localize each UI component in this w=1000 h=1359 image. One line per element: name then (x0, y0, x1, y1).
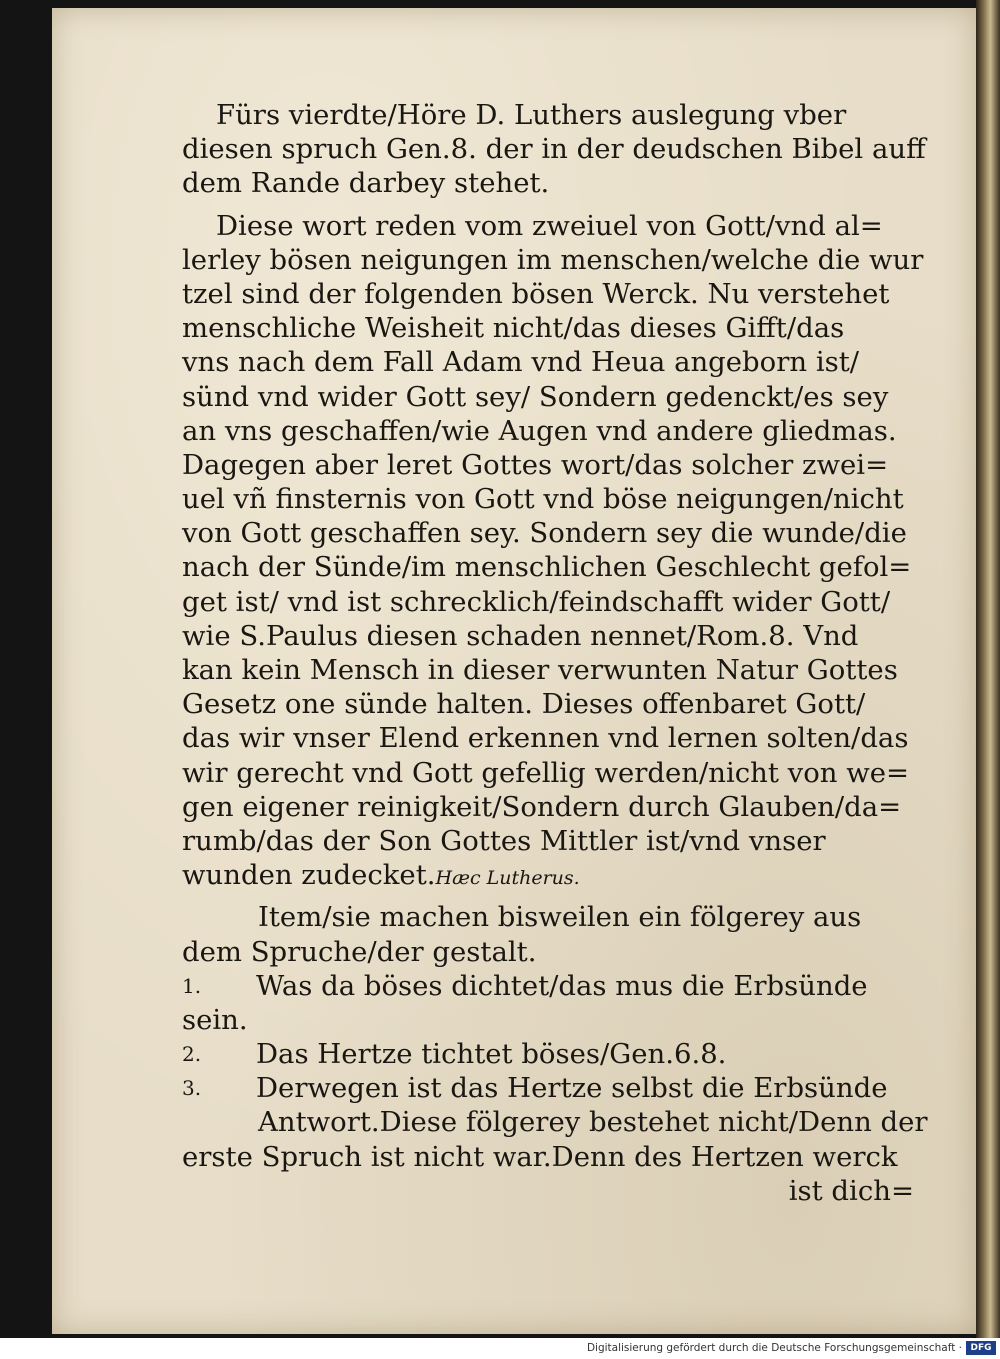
text-line (182, 858, 942, 892)
text-line: Diese wort reden vom zweiuel von Gott/vnd al= (216, 209, 883, 242)
text-line: erste Spruch ist nicht war.Denn des Hertzen werck (182, 1140, 898, 1173)
text-fragment: wunden zudecket. (182, 859, 436, 892)
text-line: get ist/ vnd ist schrecklich/feindschafft wider Gott/ (182, 585, 891, 618)
item-number: 1. (182, 973, 202, 998)
text-line: kan kein Mensch in dieser verwunten Natur Gottes (182, 654, 898, 686)
text-line: wir gerecht vnd Gott gefellig werden/nicht von we= (182, 756, 910, 789)
text-line: dem Rande darbey stehet. (182, 167, 550, 200)
item-text: Das Hertze tichtet böses/Gen.6.8. (256, 1038, 727, 1071)
numbered-item (182, 1037, 942, 1071)
latin-attribution: Hæc Lutherus. (435, 867, 580, 890)
text-line: menschliche Weisheit nicht/das dieses Gifft/das (182, 312, 845, 345)
text-line: tzel sind der folgenden bösen Werck. Nu verstehet (182, 277, 890, 310)
text-line: das wir vnser Elend erkennen vnd lernen solten/das (182, 722, 909, 755)
text-line: Fürs vierdte/Höre D. Luthers auslegung vber (216, 99, 847, 131)
footer-bar (0, 1338, 1000, 1359)
text-line: sein. (182, 1003, 248, 1036)
text-line: von Gott geschaffen sey. Sondern sey die wunde/die (182, 517, 907, 550)
text-line: vns nach dem Fall Adam vnd Heua angeborn ist/ (182, 346, 860, 379)
catchword: ist dich= (788, 1174, 914, 1207)
dfg-logo: DFG (966, 1341, 996, 1355)
book-edge (976, 0, 1000, 1338)
item-text: Was da böses dichtet/das mus die Erbsünde (256, 969, 868, 1002)
text-line: Gesetz one sünde halten. Dieses offenbaret Gott/ (182, 688, 866, 721)
text-line: Antwort.Diese fölgerey bestehet nicht/Denn der (258, 1106, 928, 1139)
text-line: Dagegen aber leret Gottes wort/das solcher zwei= (182, 448, 889, 481)
item-text: Derwegen ist das Hertze selbst die Erbsünde (256, 1072, 888, 1105)
text-line: rumb/das der Son Gottes Mittler ist/vnd vnser (182, 824, 826, 857)
item-number: 2. (182, 1042, 202, 1067)
text-line: dem Spruche/der gestalt. (182, 935, 537, 968)
numbered-item (182, 1071, 942, 1105)
text-line: gen eigener reinigkeit/Sondern durch Glauben/da= (182, 790, 902, 823)
item-number: 3. (182, 1076, 202, 1101)
text-line: lerley bösen neigungen im menschen/welche die wur (182, 243, 924, 276)
text-line: an vns geschaffen/wie Augen vnd andere gliedmas. (182, 414, 897, 447)
text-line: diesen spruch Gen.8. der in der deudschen Bibel auff (182, 133, 926, 166)
text-line: sünd vnd wider Gott sey/ Sondern gedenckt/es sey (182, 380, 889, 413)
funding-credit: Digitalisierung gefördert durch die Deutsche Forschungsgemeinschaft · (586, 1342, 962, 1354)
page-text (182, 98, 942, 1208)
text-line: wie S.Paulus diesen schaden nennet/Rom.8. Vnd (182, 619, 859, 652)
text-line: Item/sie machen bisweilen ein fölgerey aus (258, 901, 862, 934)
text-line: nach der Sünde/im menschlichen Geschlecht gefol= (182, 551, 912, 584)
text-line: uel vñ finsternis von Gott vnd böse neigungen/nicht (182, 483, 904, 516)
numbered-item (182, 969, 942, 1003)
